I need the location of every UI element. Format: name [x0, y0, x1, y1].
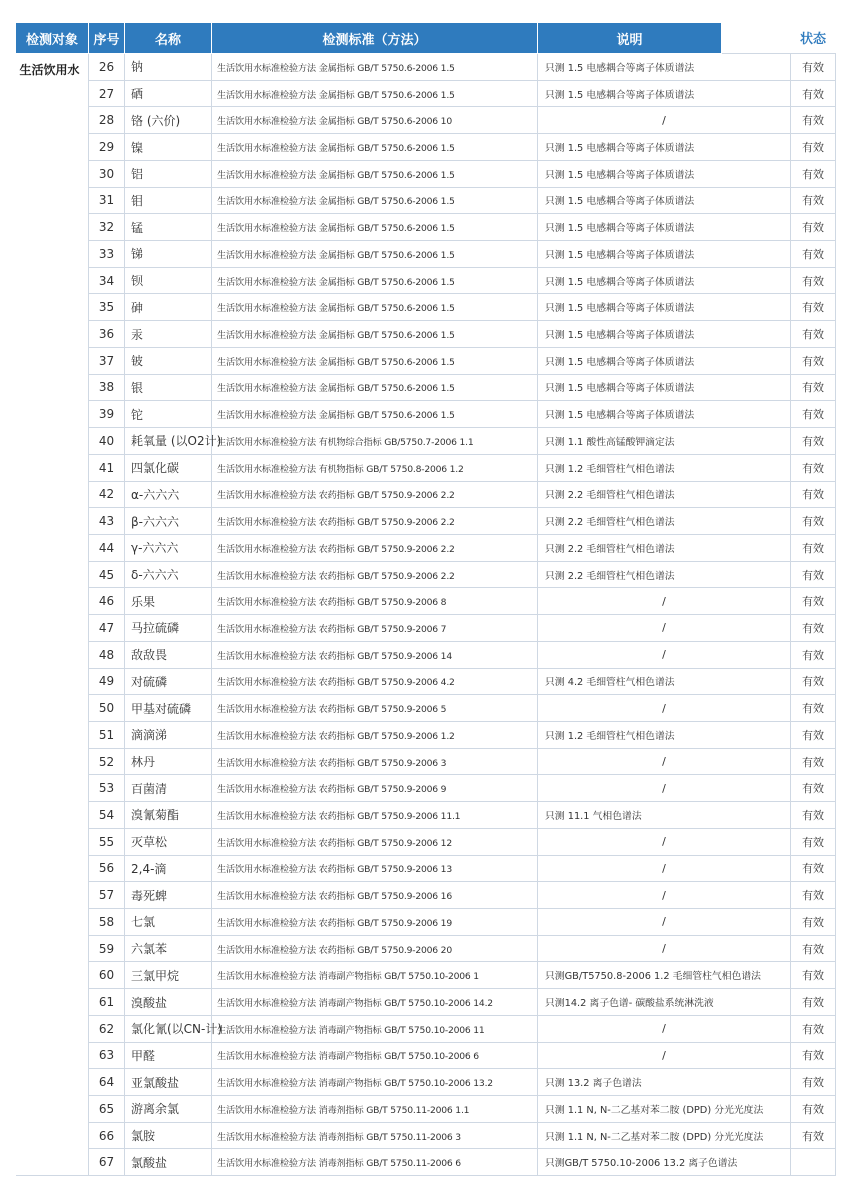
header-name: 名称: [125, 23, 212, 54]
standard-method: 生活饮用水标准检验方法 农药指标 GB/T 5750.9-2006 1.2: [212, 721, 538, 748]
note-cell: 只测 2.2 毛细管柱气相色谱法: [538, 508, 791, 535]
note-cell: 只测 11.1 气相色谱法: [538, 802, 791, 829]
item-name: 对硫磷: [125, 668, 212, 695]
row-number: 65: [89, 1096, 125, 1123]
table-row: [16, 214, 836, 241]
table-row: [16, 588, 836, 615]
standard-method: 生活饮用水标准检验方法 农药指标 GB/T 5750.9-2006 7: [212, 615, 538, 642]
header-note: 说明: [538, 23, 722, 54]
status-cell: 有效: [791, 214, 836, 241]
table-row: [16, 401, 836, 428]
note-cell: /: [538, 748, 791, 775]
status-cell: 有效: [791, 508, 836, 535]
standard-method: 生活饮用水标准检验方法 农药指标 GB/T 5750.9-2006 2.2: [212, 534, 538, 561]
status-cell: 有效: [791, 721, 836, 748]
status-cell: 有效: [791, 54, 836, 81]
item-name: 六氯苯: [125, 935, 212, 962]
row-number: 57: [89, 882, 125, 909]
status-cell: 有效: [791, 534, 836, 561]
row-number: 32: [89, 214, 125, 241]
standard-method: 生活饮用水标准检验方法 农药指标 GB/T 5750.9-2006 9: [212, 775, 538, 802]
item-name: 甲醛: [125, 1042, 212, 1069]
item-name: δ-六六六: [125, 561, 212, 588]
table-row: [16, 80, 836, 107]
standard-method: 生活饮用水标准检验方法 农药指标 GB/T 5750.9-2006 2.2: [212, 508, 538, 535]
table-row: [16, 695, 836, 722]
note-cell: 只测 1.5 电感耦合等离子体质谱法: [538, 321, 791, 348]
row-number: 27: [89, 80, 125, 107]
table-row: [16, 989, 836, 1016]
table-row: [16, 428, 836, 455]
status-cell: 有效: [791, 321, 836, 348]
note-cell: 只测14.2 离子色谱- 碳酸盐系统淋洗液: [538, 989, 791, 1016]
item-name: 钡: [125, 267, 212, 294]
item-name: 七氯: [125, 909, 212, 936]
standard-method: 生活饮用水标准检验方法 消毒副产物指标 GB/T 5750.10-2006 1: [212, 962, 538, 989]
note-cell: 只测 4.2 毛细管柱气相色谱法: [538, 668, 791, 695]
item-name: 乐果: [125, 588, 212, 615]
item-name: 四氯化碳: [125, 454, 212, 481]
row-number: 66: [89, 1122, 125, 1149]
row-number: 40: [89, 428, 125, 455]
row-number: 31: [89, 187, 125, 214]
standard-method: 生活饮用水标准检验方法 有机物综合指标 GB/5750.7-2006 1.1: [212, 428, 538, 455]
note-cell: /: [538, 1042, 791, 1069]
row-number: 28: [89, 107, 125, 134]
standard-method: 生活饮用水标准检验方法 金属指标 GB/T 5750.6-2006 1.5: [212, 160, 538, 187]
table-row: [16, 1149, 836, 1176]
row-number: 53: [89, 775, 125, 802]
note-cell: /: [538, 855, 791, 882]
standard-method: 生活饮用水标准检验方法 金属指标 GB/T 5750.6-2006 1.5: [212, 187, 538, 214]
table-row: [16, 1069, 836, 1096]
status-cell: 有效: [791, 828, 836, 855]
standard-method: 生活饮用水标准检验方法 农药指标 GB/T 5750.9-2006 8: [212, 588, 538, 615]
row-number: 33: [89, 241, 125, 268]
note-cell: 只测 1.5 电感耦合等离子体质谱法: [538, 347, 791, 374]
status-cell: 有效: [791, 962, 836, 989]
status-cell: 有效: [791, 775, 836, 802]
item-name: 镍: [125, 134, 212, 161]
status-cell: 有效: [791, 481, 836, 508]
item-name: 铍: [125, 347, 212, 374]
row-number: 59: [89, 935, 125, 962]
row-number: 48: [89, 641, 125, 668]
note-cell: 只测 1.5 电感耦合等离子体质谱法: [538, 187, 791, 214]
standard-method: 生活饮用水标准检验方法 金属指标 GB/T 5750.6-2006 1.5: [212, 321, 538, 348]
status-cell: 有效: [791, 615, 836, 642]
status-cell: 有效: [791, 935, 836, 962]
note-cell: 只测 1.5 电感耦合等离子体质谱法: [538, 214, 791, 241]
table-row: [16, 802, 836, 829]
status-cell: 有效: [791, 802, 836, 829]
table-row: [16, 508, 836, 535]
item-name: 马拉硫磷: [125, 615, 212, 642]
status-cell: 有效: [791, 588, 836, 615]
note-cell: 只测 2.2 毛细管柱气相色谱法: [538, 561, 791, 588]
status-cell: 有效: [791, 1069, 836, 1096]
note-cell: 只测GB/T5750.8-2006 1.2 毛细管柱气相色谱法: [538, 962, 791, 989]
table-row: [16, 294, 836, 321]
item-name: 亚氯酸盐: [125, 1069, 212, 1096]
table-row: [16, 935, 836, 962]
row-number: 51: [89, 721, 125, 748]
note-cell: /: [538, 828, 791, 855]
standard-method: 生活饮用水标准检验方法 农药指标 GB/T 5750.9-2006 2.2: [212, 481, 538, 508]
row-number: 55: [89, 828, 125, 855]
row-number: 60: [89, 962, 125, 989]
status-cell: 有效: [791, 241, 836, 268]
table-row: [16, 374, 836, 401]
item-name: 三氯甲烷: [125, 962, 212, 989]
item-name: 砷: [125, 294, 212, 321]
status-cell: 有效: [791, 641, 836, 668]
status-cell: 有效: [791, 882, 836, 909]
note-cell: 只测 1.5 电感耦合等离子体质谱法: [538, 54, 791, 81]
standard-method: 生活饮用水标准检验方法 消毒剂指标 GB/T 5750.11-2006 3: [212, 1122, 538, 1149]
table-row: [16, 615, 836, 642]
header-gap: [722, 23, 791, 54]
table-row: [16, 775, 836, 802]
standard-method: 生活饮用水标准检验方法 金属指标 GB/T 5750.6-2006 1.5: [212, 134, 538, 161]
header-number: 序号: [89, 23, 125, 54]
table-row: [16, 828, 836, 855]
note-cell: 只测 1.2 毛细管柱气相色谱法: [538, 721, 791, 748]
table-row: [16, 909, 836, 936]
status-cell: 有效: [791, 1122, 836, 1149]
table-row: [16, 855, 836, 882]
standards-table: [15, 22, 836, 1176]
status-cell: 有效: [791, 1096, 836, 1123]
item-name: 溴氰菊酯: [125, 802, 212, 829]
standard-method: 生活饮用水标准检验方法 农药指标 GB/T 5750.9-2006 5: [212, 695, 538, 722]
item-name: 游离余氯: [125, 1096, 212, 1123]
row-number: 63: [89, 1042, 125, 1069]
standard-method: 生活饮用水标准检验方法 金属指标 GB/T 5750.6-2006 1.5: [212, 294, 538, 321]
standard-method: 生活饮用水标准检验方法 金属指标 GB/T 5750.6-2006 1.5: [212, 347, 538, 374]
standard-method: 生活饮用水标准检验方法 金属指标 GB/T 5750.6-2006 1.5: [212, 54, 538, 81]
standard-method: 生活饮用水标准检验方法 农药指标 GB/T 5750.9-2006 13: [212, 855, 538, 882]
standard-method: 生活饮用水标准检验方法 金属指标 GB/T 5750.6-2006 1.5: [212, 214, 538, 241]
item-name: 耗氧量 (以O2计): [125, 428, 212, 455]
status-cell: 有效: [791, 561, 836, 588]
note-cell: 只测GB/T 5750.10-2006 13.2 离子色谱法: [538, 1149, 791, 1176]
table-row: [16, 1015, 836, 1042]
status-cell: 有效: [791, 267, 836, 294]
standard-method: 生活饮用水标准检验方法 农药指标 GB/T 5750.9-2006 20: [212, 935, 538, 962]
note-cell: 只测 13.2 离子色谱法: [538, 1069, 791, 1096]
row-number: 45: [89, 561, 125, 588]
status-cell: 有效: [791, 187, 836, 214]
item-name: 滴滴涕: [125, 721, 212, 748]
row-number: 34: [89, 267, 125, 294]
item-name: 敌敌畏: [125, 641, 212, 668]
standard-method: 生活饮用水标准检验方法 消毒副产物指标 GB/T 5750.10-2006 13.2: [212, 1069, 538, 1096]
item-name: 铊: [125, 401, 212, 428]
item-name: α-六六六: [125, 481, 212, 508]
status-cell: 有效: [791, 347, 836, 374]
row-number: 29: [89, 134, 125, 161]
row-number: 64: [89, 1069, 125, 1096]
table-row: [16, 962, 836, 989]
status-cell: 有效: [791, 1042, 836, 1069]
table-row: [16, 668, 836, 695]
row-number: 49: [89, 668, 125, 695]
item-name: 银: [125, 374, 212, 401]
note-cell: /: [538, 882, 791, 909]
item-name: 毒死蜱: [125, 882, 212, 909]
item-name: β-六六六: [125, 508, 212, 535]
table-row: [16, 454, 836, 481]
standard-method: 生活饮用水标准检验方法 消毒剂指标 GB/T 5750.11-2006 1.1: [212, 1096, 538, 1123]
note-cell: /: [538, 1015, 791, 1042]
item-name: 汞: [125, 321, 212, 348]
standard-method: 生活饮用水标准检验方法 农药指标 GB/T 5750.9-2006 16: [212, 882, 538, 909]
note-cell: 只测 2.2 毛细管柱气相色谱法: [538, 534, 791, 561]
standard-method: 生活饮用水标准检验方法 消毒副产物指标 GB/T 5750.10-2006 6: [212, 1042, 538, 1069]
status-cell: 有效: [791, 160, 836, 187]
row-number: 46: [89, 588, 125, 615]
row-number: 44: [89, 534, 125, 561]
item-name: 百菌清: [125, 775, 212, 802]
status-cell: 有效: [791, 695, 836, 722]
row-number: 43: [89, 508, 125, 535]
row-number: 47: [89, 615, 125, 642]
item-name: 硒: [125, 80, 212, 107]
standard-method: 生活饮用水标准检验方法 消毒副产物指标 GB/T 5750.10-2006 11: [212, 1015, 538, 1042]
status-cell: 有效: [791, 989, 836, 1016]
item-name: 铝: [125, 160, 212, 187]
header-row: [16, 23, 836, 54]
standard-method: 生活饮用水标准检验方法 农药指标 GB/T 5750.9-2006 2.2: [212, 561, 538, 588]
status-cell: 有效: [791, 374, 836, 401]
standard-method: 生活饮用水标准检验方法 农药指标 GB/T 5750.9-2006 3: [212, 748, 538, 775]
status-cell: 有效: [791, 401, 836, 428]
table-row: [16, 1122, 836, 1149]
row-number: 37: [89, 347, 125, 374]
status-cell: 有效: [791, 428, 836, 455]
row-number: 41: [89, 454, 125, 481]
note-cell: /: [538, 775, 791, 802]
standard-method: 生活饮用水标准检验方法 农药指标 GB/T 5750.9-2006 11.1: [212, 802, 538, 829]
status-cell: 有效: [791, 909, 836, 936]
status-cell: [791, 1149, 836, 1176]
item-name: 溴酸盐: [125, 989, 212, 1016]
standard-method: 生活饮用水标准检验方法 有机物指标 GB/T 5750.8-2006 1.2: [212, 454, 538, 481]
table-row: [16, 481, 836, 508]
note-cell: /: [538, 641, 791, 668]
status-cell: 有效: [791, 454, 836, 481]
note-cell: /: [538, 909, 791, 936]
note-cell: /: [538, 615, 791, 642]
note-cell: /: [538, 935, 791, 962]
standard-method: 生活饮用水标准检验方法 金属指标 GB/T 5750.6-2006 1.5: [212, 241, 538, 268]
standard-method: 生活饮用水标准检验方法 消毒副产物指标 GB/T 5750.10-2006 14.2: [212, 989, 538, 1016]
standard-method: 生活饮用水标准检验方法 农药指标 GB/T 5750.9-2006 4.2: [212, 668, 538, 695]
note-cell: /: [538, 107, 791, 134]
table-row: [16, 321, 836, 348]
row-number: 58: [89, 909, 125, 936]
table-row: [16, 641, 836, 668]
row-number: 56: [89, 855, 125, 882]
table-row: [16, 107, 836, 134]
note-cell: 只测 2.2 毛细管柱气相色谱法: [538, 481, 791, 508]
row-number: 30: [89, 160, 125, 187]
table-row: [16, 748, 836, 775]
status-cell: 有效: [791, 294, 836, 321]
table-row: [16, 561, 836, 588]
item-name: 2,4-滴: [125, 855, 212, 882]
note-cell: 只测 1.5 电感耦合等离子体质谱法: [538, 294, 791, 321]
row-number: 35: [89, 294, 125, 321]
standard-method: 生活饮用水标准检验方法 农药指标 GB/T 5750.9-2006 12: [212, 828, 538, 855]
row-number: 42: [89, 481, 125, 508]
note-cell: 只测 1.1 N, N-二乙基对苯二胺 (DPD) 分光光度法: [538, 1122, 791, 1149]
standard-method: 生活饮用水标准检验方法 金属指标 GB/T 5750.6-2006 1.5: [212, 267, 538, 294]
item-name: 氯化氰(以CN-计): [125, 1015, 212, 1042]
item-name: 氯胺: [125, 1122, 212, 1149]
row-number: 36: [89, 321, 125, 348]
standard-method: 生活饮用水标准检验方法 金属指标 GB/T 5750.6-2006 10: [212, 107, 538, 134]
table-row: [16, 721, 836, 748]
note-cell: 只测 1.5 电感耦合等离子体质谱法: [538, 134, 791, 161]
standard-method: 生活饮用水标准检验方法 农药指标 GB/T 5750.9-2006 19: [212, 909, 538, 936]
standard-method: 生活饮用水标准检验方法 金属指标 GB/T 5750.6-2006 1.5: [212, 80, 538, 107]
note-cell: 只测 1.5 电感耦合等离子体质谱法: [538, 401, 791, 428]
item-name: 锑: [125, 241, 212, 268]
category-cell: 生活饮用水: [16, 54, 89, 1176]
item-name: 钠: [125, 54, 212, 81]
status-cell: 有效: [791, 107, 836, 134]
table-row: [16, 187, 836, 214]
status-cell: 有效: [791, 1015, 836, 1042]
table-row: [16, 534, 836, 561]
item-name: 灭草松: [125, 828, 212, 855]
item-name: 氯酸盐: [125, 1149, 212, 1176]
header-category: 检测对象: [16, 23, 89, 54]
note-cell: /: [538, 588, 791, 615]
table-row: [16, 1096, 836, 1123]
item-name: γ-六六六: [125, 534, 212, 561]
table-row: [16, 267, 836, 294]
row-number: 61: [89, 989, 125, 1016]
item-name: 林丹: [125, 748, 212, 775]
standard-method: 生活饮用水标准检验方法 金属指标 GB/T 5750.6-2006 1.5: [212, 374, 538, 401]
status-cell: 有效: [791, 748, 836, 775]
table-row: [16, 347, 836, 374]
row-number: 39: [89, 401, 125, 428]
header-status: 状态: [791, 23, 836, 54]
table-row: [16, 1042, 836, 1069]
row-number: 67: [89, 1149, 125, 1176]
item-name: 甲基对硫磷: [125, 695, 212, 722]
row-number: 54: [89, 802, 125, 829]
note-cell: /: [538, 695, 791, 722]
row-number: 52: [89, 748, 125, 775]
row-number: 38: [89, 374, 125, 401]
note-cell: 只测 1.5 电感耦合等离子体质谱法: [538, 80, 791, 107]
note-cell: 只测 1.5 电感耦合等离子体质谱法: [538, 160, 791, 187]
row-number: 62: [89, 1015, 125, 1042]
note-cell: 只测 1.5 电感耦合等离子体质谱法: [538, 267, 791, 294]
status-cell: 有效: [791, 80, 836, 107]
table-row: [16, 54, 836, 81]
standard-method: 生活饮用水标准检验方法 金属指标 GB/T 5750.6-2006 1.5: [212, 401, 538, 428]
standard-method: 生活饮用水标准检验方法 农药指标 GB/T 5750.9-2006 14: [212, 641, 538, 668]
row-number: 26: [89, 54, 125, 81]
note-cell: 只测 1.1 酸性高锰酸钾滴定法: [538, 428, 791, 455]
item-name: 铬 (六价): [125, 107, 212, 134]
note-cell: 只测 1.5 电感耦合等离子体质谱法: [538, 374, 791, 401]
table-row: [16, 134, 836, 161]
status-cell: 有效: [791, 134, 836, 161]
status-cell: 有效: [791, 668, 836, 695]
standard-method: 生活饮用水标准检验方法 消毒剂指标 GB/T 5750.11-2006 6: [212, 1149, 538, 1176]
note-cell: 只测 1.2 毛细管柱气相色谱法: [538, 454, 791, 481]
table-row: [16, 241, 836, 268]
item-name: 锰: [125, 214, 212, 241]
standards-table-wrapper: [15, 22, 835, 1176]
table-row: [16, 882, 836, 909]
note-cell: 只测 1.1 N, N-二乙基对苯二胺 (DPD) 分光光度法: [538, 1096, 791, 1123]
row-number: 50: [89, 695, 125, 722]
status-cell: 有效: [791, 855, 836, 882]
note-cell: 只测 1.5 电感耦合等离子体质谱法: [538, 241, 791, 268]
table-row: [16, 160, 836, 187]
table-body: [16, 54, 836, 1176]
header-standard: 检测标准（方法）: [212, 23, 538, 54]
item-name: 钼: [125, 187, 212, 214]
